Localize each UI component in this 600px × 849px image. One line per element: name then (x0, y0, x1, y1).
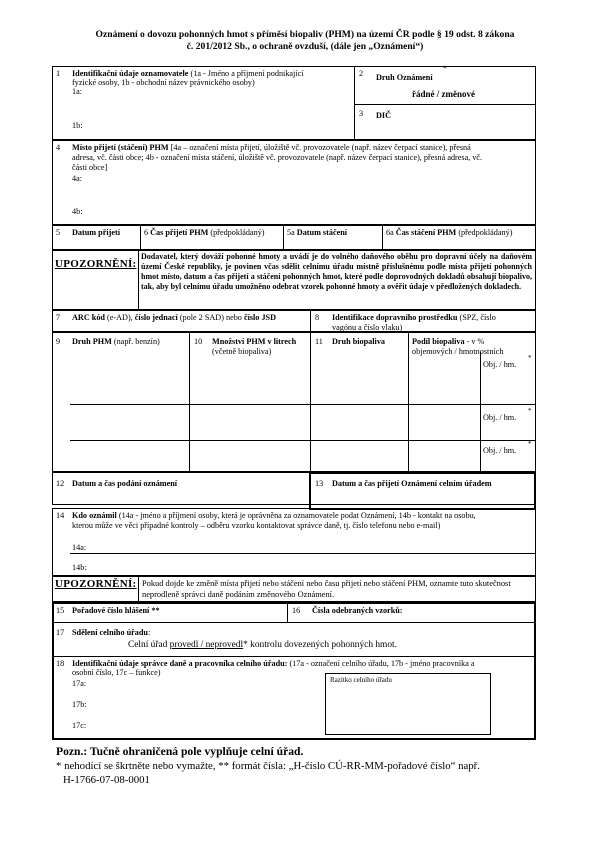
title-line-2: č. 201/2012 Sb., o ochraně ovzduší, (dále jen „Oznámení“) (186, 41, 424, 52)
field-15-number: 15 (56, 606, 65, 615)
field-8-number: 8 (315, 313, 320, 322)
field-6-header: 6 Čas přijetí PHM (předpokládaný) (144, 228, 265, 237)
field-11-number: 11 (315, 337, 323, 346)
field-14-number: 14 (56, 511, 65, 520)
field-10-label: Množství PHM v litrech (212, 337, 297, 346)
field-14-desc: kterou může ve věci případné kontroly – odběru vzorku kontaktovat správce daně, tj. číslo telefonu nebo e-mail) (72, 521, 441, 530)
stamp-label: Razítko celního úřadu (330, 676, 392, 684)
share-row-2-star: * (528, 407, 532, 415)
share-row-3-label: Obj. / hm. (483, 446, 517, 455)
field-12-number: 12 (56, 479, 65, 488)
field-14-header: Kdo oznámil (14a - jméno a příjmení osoby, která je oprávněna za oznamovatele podat Oznámení, 14b - kontakt na osobu, (72, 511, 476, 520)
field-13-label: Datum a čas přijetí Oznámení celním úřadem (332, 479, 492, 488)
warning-1-heading: UPOZORNĚNÍ: (55, 258, 137, 270)
field-5-label: Datum přijetí (72, 228, 120, 237)
field-17-header: Sdělení celního úřadu: (72, 628, 151, 637)
field-1a-label: 1a: (72, 87, 83, 96)
form-title (70, 29, 540, 53)
field-4-desc-3: části obce] (72, 163, 108, 172)
footer-star-line-1: * nehodící se škrtněte nebo vymažte, ** formát čísla: „H-číslo CÚ-RR-MM-pořadové číslo“ např. (56, 760, 480, 772)
field-2-number: 2 (359, 69, 364, 78)
field-5a-header: 5a Datum stáčení (287, 228, 348, 237)
field-11-label: Druh biopaliva (332, 337, 386, 346)
field-18-number: 18 (56, 659, 65, 668)
field-18-header: Identifikační údaje správce daně a pracovníka celního úřadu: (17a - označení celního úřadu, 17b - jméno pracovníka a (72, 659, 475, 668)
performed-choice[interactable]: provedl / neprovedl (169, 640, 244, 650)
field-10-desc: (včetně biopaliva) (212, 347, 272, 356)
field-15-label: Pořadové číslo hlášení ** (72, 606, 160, 615)
field-8-desc: vagónu a číslo vlaku) (332, 323, 403, 332)
field-16-label: Čísla odebraných vzorků: (312, 606, 403, 615)
field-17a-label: 17a: (72, 679, 87, 688)
share-row-2-label: Obj. / hm. (483, 413, 517, 422)
field-2-label: Druh Oznámení (376, 73, 433, 82)
field-7-number: 7 (56, 313, 61, 322)
field-12-label: Datum a čas podání oznámení (72, 479, 178, 488)
field-14b-label: 14b: (72, 563, 87, 572)
field-11-share-header: Podíl biopaliva - v % (412, 337, 485, 346)
field-7-header: ARC kód (e-AD), číslo jednací (pole 2 SAD) nebo číslo JSD (72, 313, 277, 322)
title-line-1: Oznámení o dovozu pohonných hmot s příměsí biopaliv (PHM) na území ČR podle § 19 odst. 8 zákona (95, 29, 515, 40)
footer-note: Pozn.: Tučně ohraničená pole vyplňuje celní úřad. (56, 745, 304, 758)
field-4-desc-2: adresa, vč. části obce; 4b - označení místa stáčení, úložiště vč. provozovatele (např. název čerpací stanice), přesná adresa, vč. (72, 153, 483, 162)
field-1-header: Identifikační údaje oznamovatele (1a - Jméno a příjmení podnikající (72, 69, 304, 78)
field-1-desc: fyzické osoby, 1b - obchodní název právnického osoby) (72, 78, 255, 87)
field-6a-header: 6a Čas stáčení PHM (předpokládaný) (386, 228, 513, 237)
field-3-label: DIČ (376, 111, 392, 120)
field-1b-label: 1b: (72, 121, 83, 130)
field-2-star: * (443, 64, 447, 73)
field-9-number: 9 (56, 337, 61, 346)
field-5-number: 5 (56, 228, 61, 237)
footer-star-line-2: H-1766-07-08-0001 (63, 774, 150, 786)
share-row-3-star: * (528, 440, 532, 448)
field-3-number: 3 (359, 109, 364, 118)
field-13-bold-box (309, 472, 536, 510)
field-4b-label: 4b: (72, 207, 83, 216)
field-17-number: 17 (56, 628, 65, 637)
field-10-number: 10 (194, 337, 203, 346)
field-13-number: 13 (315, 479, 324, 488)
field-4a-label: 4a: (72, 174, 83, 183)
field-17c-label: 17c: (72, 721, 87, 730)
warning-1-text: Dodavatel, který dováží pohonné hmoty a uvádí je do volného daňového oběhu pro dopravní účely na daňovém území České republiky, je povinen včas sdělit celnímu úřadu místně příslušnému podle místa přijetí pohonných hmot místo, datum a čas přijetí a stáčení pohonných hmot, které podle doprovodných dokladů obsahují biopalivo, tak, aby byl celnímu úřadu umožněno odebrat vzorek pohonné hmoty a ověřit údaje v předložených dokladech. (141, 252, 532, 291)
field-17-statement: Celní úřad provedl / neprovedl* kontrolu dovezených pohonných hmot. (128, 640, 397, 650)
field-16-number: 16 (292, 606, 301, 615)
field-17b-label: 17b: (72, 700, 87, 709)
field-4-header: Místo přijetí (stáčení) PHM [4a – označení místa přijetí, úložiště vč. provozovatele (např. název čerpací stanice), přesná (72, 143, 471, 152)
share-row-1-label: Obj. / hm. (483, 360, 517, 369)
warning-2-heading: UPOZORNĚNÍ: (55, 578, 137, 590)
field-14a-label: 14a: (72, 543, 87, 552)
field-8-header: Identifikace dopravního prostředku (SPZ, číslo (332, 313, 496, 322)
share-row-1-star: * (528, 354, 532, 362)
field-2-value[interactable]: řádné / změnové (412, 89, 475, 99)
field-1-number: 1 (56, 69, 61, 78)
field-18-desc: osobní číslo, 17c – funkce) (72, 668, 161, 677)
warning-2-text: Pokud dojde ke změně místa přijetí nebo stáčení nebo času přijetí nebo stáčení PHM, oznamte tuto skutečnost neprodleně správci daně podáním změnového Oznámení. (142, 579, 511, 599)
field-4-number: 4 (56, 143, 61, 152)
field-9-header: Druh PHM (např. benzín) (72, 337, 160, 346)
field-11-share-desc: objemových / hmotnostních (412, 347, 504, 356)
